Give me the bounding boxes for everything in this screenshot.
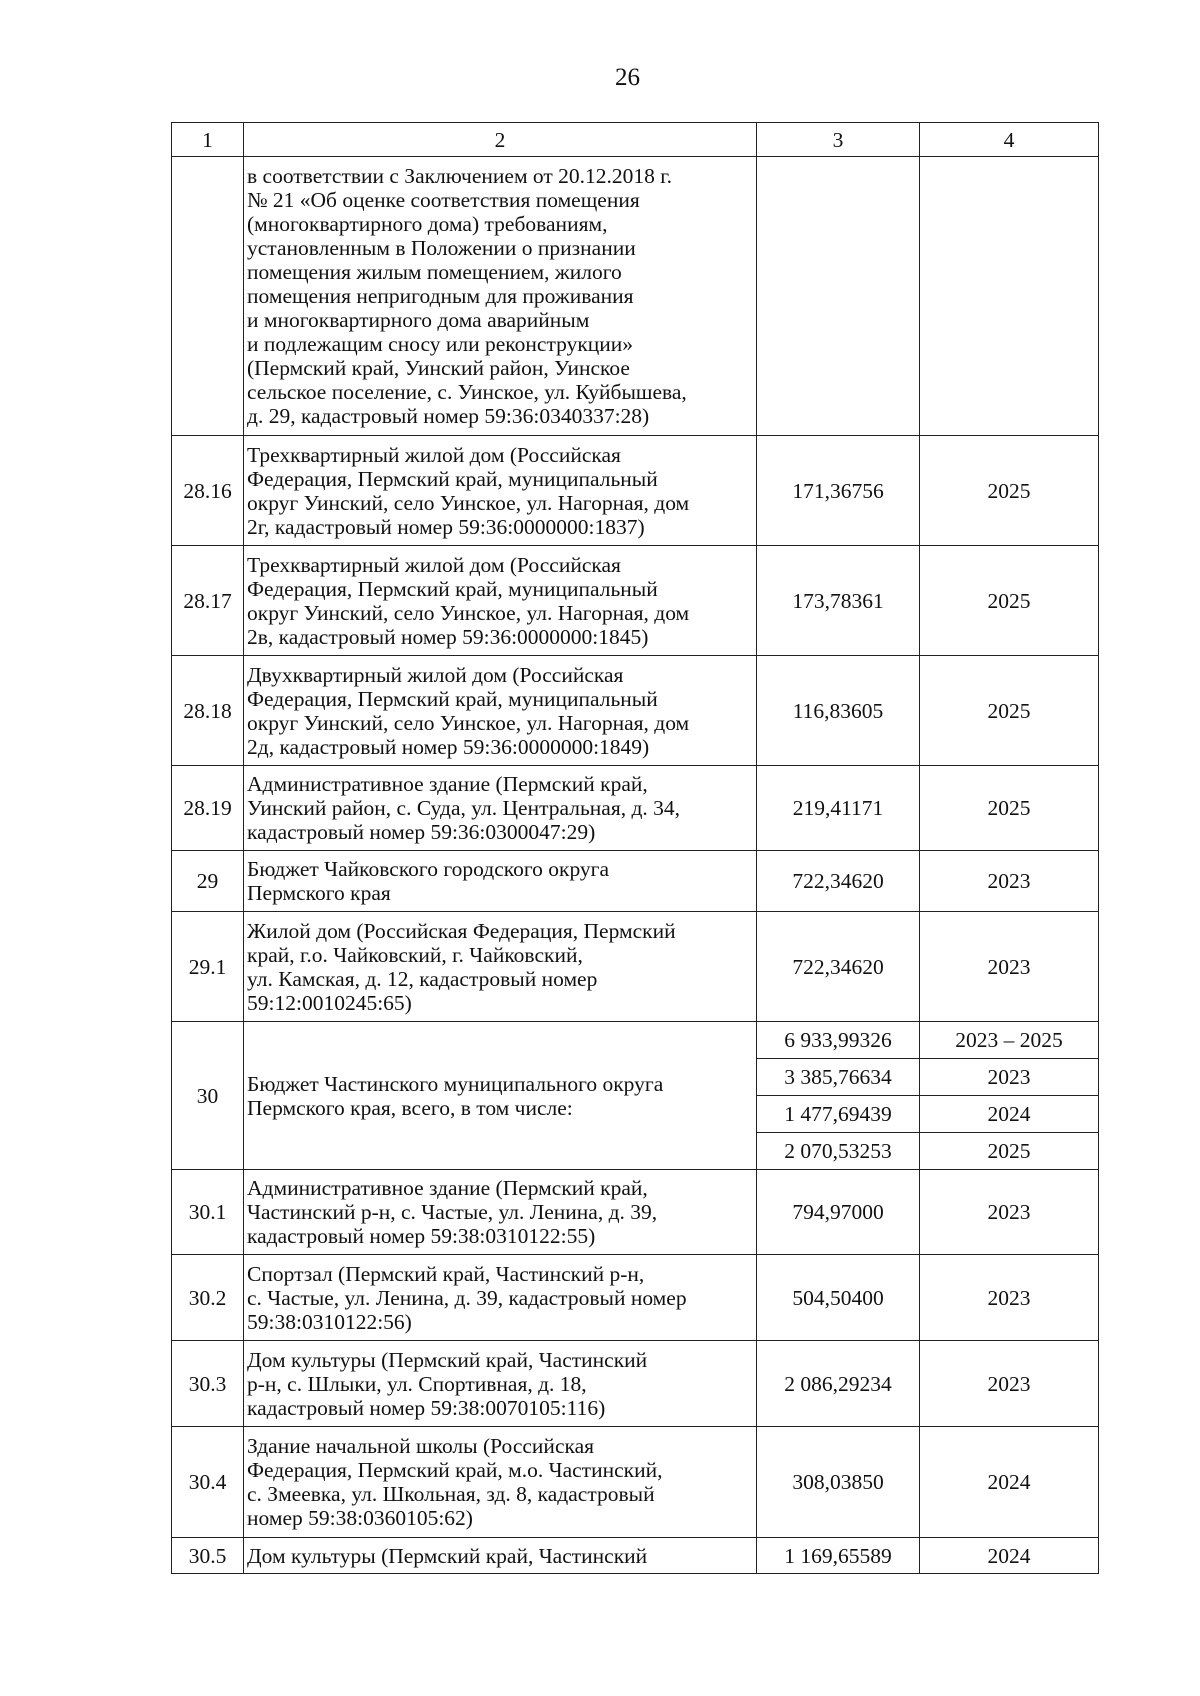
item-number: 30.4 [172,1427,244,1538]
table-row [172,912,1099,1022]
item-amount: 2 086,29234 [757,1341,920,1427]
item-amount: 219,41171 [757,766,920,851]
item-amount: 1 169,65589 [757,1538,920,1574]
item-description: Дом культуры (Пермский край, Частинский [244,1538,757,1574]
item-amount: 6 933,99326 [757,1022,920,1059]
item-amount: 2 070,53253 [757,1133,920,1170]
table-row [172,851,1099,912]
item-description: Здание начальной школы (Российская Федерация, Пермский край, м.о. Частинский, с. Змеевка, ул. Школьная, зд. 8, кадастровый номер 59:38:0360105:62) [244,1427,757,1538]
item-year: 2025 [920,656,1099,766]
item-year: 2024 [920,1427,1099,1538]
item-description: Бюджет Чайковского городского округа Пермского края [244,851,757,912]
item-number: 28.18 [172,656,244,766]
item-year: 2023 [920,1170,1099,1255]
table-row [172,1170,1099,1255]
table-row [172,766,1099,851]
item-amount: 171,36756 [757,436,920,546]
column-header: 4 [920,123,1099,157]
item-number: 28.19 [172,766,244,851]
item-number: 28.17 [172,546,244,656]
item-year: 2023 – 2025 [920,1022,1099,1059]
item-year: 2025 [920,1133,1099,1170]
item-number: 30.2 [172,1255,244,1341]
item-number: 30.5 [172,1538,244,1574]
item-description: Дом культуры (Пермский край, Частинский р-н, с. Шлыки, ул. Спортивная, д. 18, кадастровый номер 59:38:0070105:116) [244,1341,757,1427]
item-year: 2023 [920,1341,1099,1427]
item-year: 2025 [920,436,1099,546]
item-description: Жилой дом (Российская Федерация, Пермский край, г.о. Чайковский, г. Чайковский, ул. Камская, д. 12, кадастровый номер 59:12:0010245:65) [244,912,757,1022]
item-number [172,157,244,436]
item-year [920,157,1099,436]
table-row [172,1255,1099,1341]
item-amount: 722,34620 [757,912,920,1022]
item-description: Трехквартирный жилой дом (Российская Федерация, Пермский край, муниципальный округ Уинский, село Уинское, ул. Нагорная, дом 2в, кадастровый номер 59:36:0000000:1845) [244,546,757,656]
item-year: 2023 [920,1059,1099,1096]
item-number: 30.1 [172,1170,244,1255]
item-number: 29 [172,851,244,912]
item-description: Бюджет Частинского муниципального округа Пермского края, всего, в том числе: [244,1022,757,1170]
item-year: 2025 [920,546,1099,656]
item-description: Двухквартирный жилой дом (Российская Федерация, Пермский край, муниципальный округ Уинский, село Уинское, ул. Нагорная, дом 2д, кадастровый номер 59:36:0000000:1849) [244,656,757,766]
item-amount: 3 385,76634 [757,1059,920,1096]
item-year: 2023 [920,851,1099,912]
table-row [172,546,1099,656]
item-number: 29.1 [172,912,244,1022]
table-header-row [172,123,1099,157]
item-year: 2024 [920,1538,1099,1574]
item-amount: 1 477,69439 [757,1096,920,1133]
item-description: в соответствии с Заключением от 20.12.2018 г. № 21 «Об оценке соответствия помещения (многоквартирного дома) требованиям, установленным в Положении о признании помещения жилым помещением, жилого помещения непригодным для проживания и многоквартирного дома аварийным и подлежащим сносу или реконструкции» (Пермский край, Уинский район, Уинское сельское поселение, с. Уинское, ул. Куйбышева, д. 29, кадастровый номер 59:36:0340337:28) [244,157,757,436]
item-description: Трехквартирный жилой дом (Российская Федерация, Пермский край, муниципальный округ Уинский, село Уинское, ул. Нагорная, дом 2г, кадастровый номер 59:36:0000000:1837) [244,436,757,546]
item-amount: 504,50400 [757,1255,920,1341]
table-row [172,1341,1099,1427]
table-row [172,1427,1099,1538]
item-amount: 116,83605 [757,656,920,766]
column-header: 1 [172,123,244,157]
item-amount: 173,78361 [757,546,920,656]
page-number: 26 [615,64,640,91]
table-row [172,1022,1099,1059]
column-header: 3 [757,123,920,157]
item-amount [757,157,920,436]
item-year: 2023 [920,912,1099,1022]
table-row [172,157,1099,436]
item-number: 30 [172,1022,244,1170]
item-year: 2025 [920,766,1099,851]
table-row [172,1538,1099,1574]
item-description: Административное здание (Пермский край, Частинский р-н, с. Частые, ул. Ленина, д. 39, кадастровый номер 59:38:0310122:55) [244,1170,757,1255]
item-description: Административное здание (Пермский край, Уинский район, с. Суда, ул. Центральная, д. 34, кадастровый номер 59:36:0300047:29) [244,766,757,851]
item-year: 2024 [920,1096,1099,1133]
item-description: Спортзал (Пермский край, Частинский р-н, с. Частые, ул. Ленина, д. 39, кадастровый номер 59:38:0310122:56) [244,1255,757,1341]
item-year: 2023 [920,1255,1099,1341]
item-number: 30.3 [172,1341,244,1427]
item-number: 28.16 [172,436,244,546]
item-amount: 722,34620 [757,851,920,912]
item-amount: 308,03850 [757,1427,920,1538]
column-header: 2 [244,123,757,157]
table-row [172,436,1099,546]
item-amount: 794,97000 [757,1170,920,1255]
data-table [171,122,1099,1574]
table-row [172,656,1099,766]
